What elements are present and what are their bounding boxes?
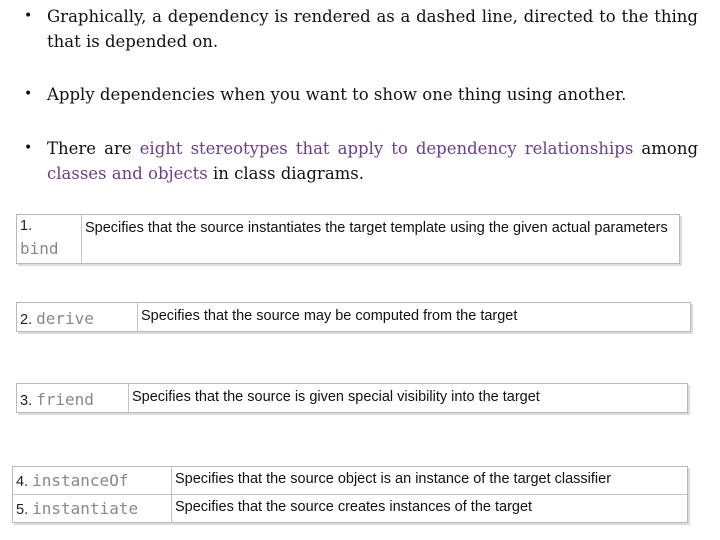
stereotype-number: 4. <box>16 474 29 490</box>
stereotype-description: Specifies that the source object is an instance of the target classifier <box>175 471 612 487</box>
bullet-marker: • <box>24 86 33 102</box>
table-row <box>17 215 679 263</box>
stereotype-description: Specifies that the source instantiates the target template using the given actual parameters <box>85 220 668 236</box>
stereotype-table-derive <box>16 302 691 332</box>
stereotype-description: Specifies that the source is given special visibility into the target <box>132 389 540 405</box>
stereotype-table-friend <box>16 383 688 413</box>
table-row <box>13 467 687 494</box>
bullet-text-part: among <box>633 139 699 158</box>
stereotype-name-cell <box>13 467 172 494</box>
bullet-text <box>47 136 698 186</box>
bullet-item <box>24 136 698 186</box>
stereotype-number: 1. <box>20 218 33 234</box>
bullet-marker: • <box>24 8 33 24</box>
stereotype-name-cell <box>17 303 138 331</box>
highlight-stereotypes: eight stereotypes that apply to dependency relationships <box>139 139 634 158</box>
stereotype-table-instance <box>12 466 688 523</box>
stereotype-name-cell <box>17 215 82 263</box>
stereotype-keyword: instanceOf <box>32 471 129 490</box>
stereotype-keyword: derive <box>36 309 94 328</box>
bullet-item <box>24 82 698 107</box>
stereotype-keyword: friend <box>36 390 94 409</box>
stereotype-number: 2. <box>20 312 33 328</box>
stereotype-keyword: instantiate <box>32 499 139 518</box>
stereotype-description: Specifies that the source may be computed from the target <box>141 308 518 324</box>
stereotype-name-cell <box>17 384 129 412</box>
stereotype-number: 5. <box>16 502 29 518</box>
bullet-text-part: in class diagrams. <box>207 164 365 183</box>
stereotype-name-cell <box>13 495 172 522</box>
stereotype-number: 3. <box>20 393 33 409</box>
table-row <box>17 384 687 412</box>
bullet-text-part: There are <box>47 139 140 158</box>
stereotype-table-bind <box>16 214 680 264</box>
stereotype-keyword: bind <box>20 239 59 258</box>
bullet-text: Apply dependencies when you want to show one thing using another. <box>47 85 627 104</box>
highlight-classes-objects: classes and objects <box>47 164 208 183</box>
table-row <box>13 494 687 522</box>
stereotype-description: Specifies that the source creates instances of the target <box>175 499 533 515</box>
bullet-marker: • <box>24 140 33 156</box>
table-row <box>17 303 690 331</box>
bullet-item <box>24 4 698 54</box>
bullet-text: Graphically, a dependency is rendered as a dashed line, directed to the thing that is depended on. <box>47 7 698 51</box>
